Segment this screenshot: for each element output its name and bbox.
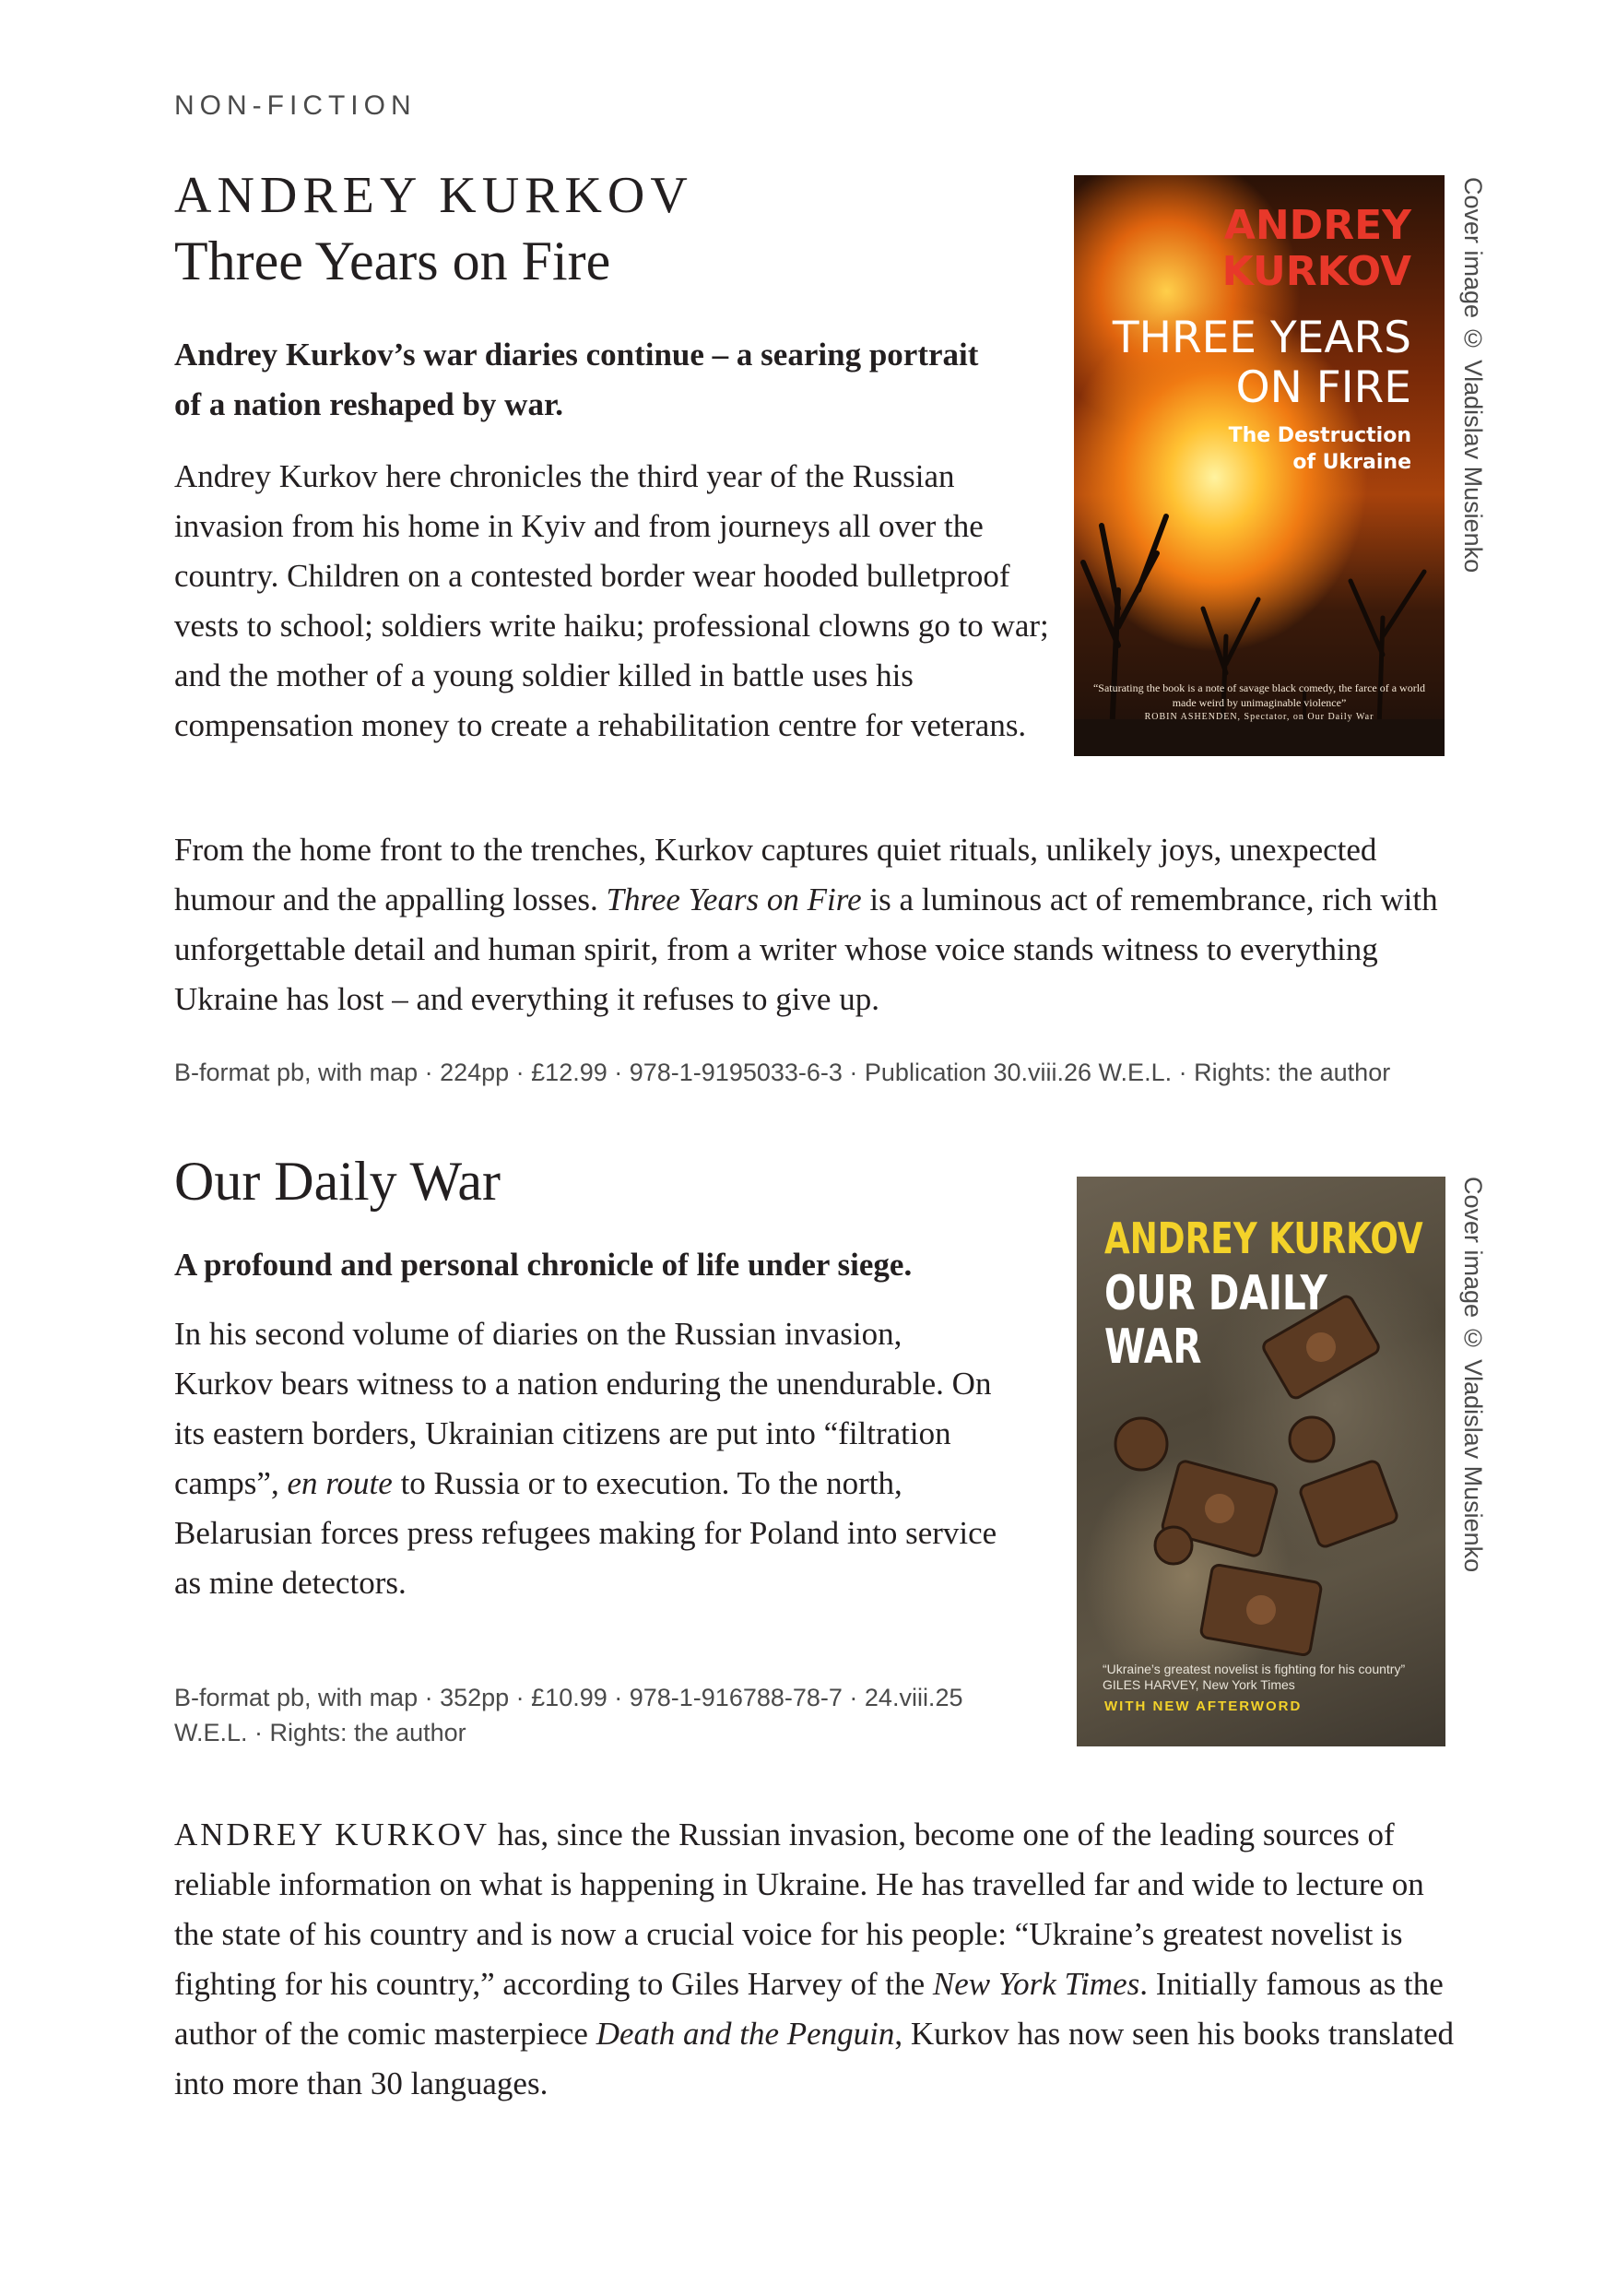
book2-cover-image (1077, 1177, 1445, 1746)
bio-text-1: has, since the Russian invasion, become one of the leading sources of reliable information on what is happening in Ukraine. He has travelled far and wide to lecture on the state of his country and is now a crucial voice for his people: “Ukraine’s greatest novelist is fighting for his country,” according to Giles Harvey of the (174, 1817, 1424, 2002)
book2-para1-end: to Russia or to execution. To the north, Belarusian forces press refugees making for Poland into service as mine detectors. (174, 1465, 997, 1601)
author-bio-text (174, 1810, 1465, 2109)
book1-para2-end: is a luminous act of remembrance, rich with unforgettable detail and human spirit, from a writer whose voice stands witness to everything Ukraine has lost – and everything it refuses to give up. (174, 882, 1438, 1017)
book2-cover-credit: Cover image © Vladislav Musienko (1459, 1177, 1487, 1573)
book1-para1: Andrey Kurkov here chronicles the third year of the Russian invasion from his home in Kyiv and from journeys all over the country. Children on a contested border wear hooded bulletproof vests to school; soldiers write haiku; professional clowns go to war; and the mother of a young soldier killed in battle uses his compensation money to create a rehabilitation centre for veterans. (174, 458, 1049, 743)
book1-para2 (174, 825, 1460, 1024)
book2-para1 (174, 1309, 1004, 1608)
cover2-afterword: WITH NEW AFTERWORD (1104, 1698, 1303, 1714)
book1-title: Three Years on Fire (174, 231, 611, 291)
book1-cover-credit: Cover image © Vladislav Musienko (1459, 177, 1487, 574)
cover2-quote: “Ukraine’s greatest novelist is fighting for his country” GILES HARVEY, New York Times (1103, 1662, 1406, 1692)
cover1-title: THREE YEARS ON FIRE (1112, 313, 1411, 413)
book2-tagline: A profound and personal chronicle of life under siege. (174, 1247, 913, 1283)
cover1-author-text: ANDREY KURKOV (1221, 202, 1411, 295)
cover1-subtitle: The Destruction of Ukraine (1228, 424, 1411, 474)
category-label: NON-FICTION (174, 90, 417, 121)
book1-details: B-format pb, with map · 224pp · £12.99 · 978-1-9195033-6-3 · Publication 30.viii.26 W.E.L. · Rights: the author (174, 1059, 1391, 1086)
book2-details-line1: B-format pb, with map · 352pp · £10.99 · 978-1-916788-78-7 · 24.viii.25 (174, 1684, 963, 1711)
author-bio (174, 1810, 1465, 2109)
book2-para1-start: In his second volume of diaries on the Russian invasion, Kurkov bears witness to a nation enduring the unendurable. On its eastern borders, Ukrainian citizens are put into “filtration camps”, (174, 1316, 992, 1501)
book1-description-2 (174, 825, 1460, 1024)
book1-para2-title: Three Years on Fire (606, 882, 862, 917)
book1-para2-start: From the home front to the trenches, Kurkov captures quiet rituals, unlikely joys, unexpected humour and the appalling losses. (174, 832, 1377, 917)
cover1-quote (1087, 681, 1432, 725)
book1-cover-image (1074, 175, 1445, 756)
bio-italic-2: Death and the Penguin (596, 2016, 895, 2052)
bio-author-name: ANDREY KURKOV (174, 1817, 490, 1852)
bio-text-3: , Kurkov has now seen his books translated into more than 30 languages. (174, 2016, 1454, 2101)
cover2-title: OUR DAILY WAR (1104, 1266, 1327, 1375)
book1-description (174, 452, 1050, 751)
book1-tagline: Andrey Kurkov’s war diaries continue – a searing portrait of a nation reshaped by war. (174, 337, 979, 422)
book2-para1-italic: en route (287, 1465, 393, 1501)
book2-title: Our Daily War (174, 1151, 501, 1212)
author-heading: ANDREY KURKOV (174, 167, 693, 224)
cover1-quote-text: “Saturating the book is a note of savage black comedy, the farce of a world made weird by unimaginable violence” (1092, 681, 1426, 709)
bio-italic-1: New York Times (932, 1966, 1140, 2002)
book2-details (174, 1680, 962, 1750)
bio-text-2: . Initially famous as the author of the comic masterpiece (174, 1966, 1444, 2052)
book2-details-line2: W.E.L. · Rights: the author (174, 1719, 466, 1746)
cover1-quote-source: ROBIN ASHENDEN, Spectator, on Our Daily War (1144, 712, 1374, 722)
book2-description (174, 1309, 1004, 1608)
cover2-author: ANDREY KURKOV (1104, 1213, 1423, 1263)
cover1-author (1222, 203, 1411, 295)
